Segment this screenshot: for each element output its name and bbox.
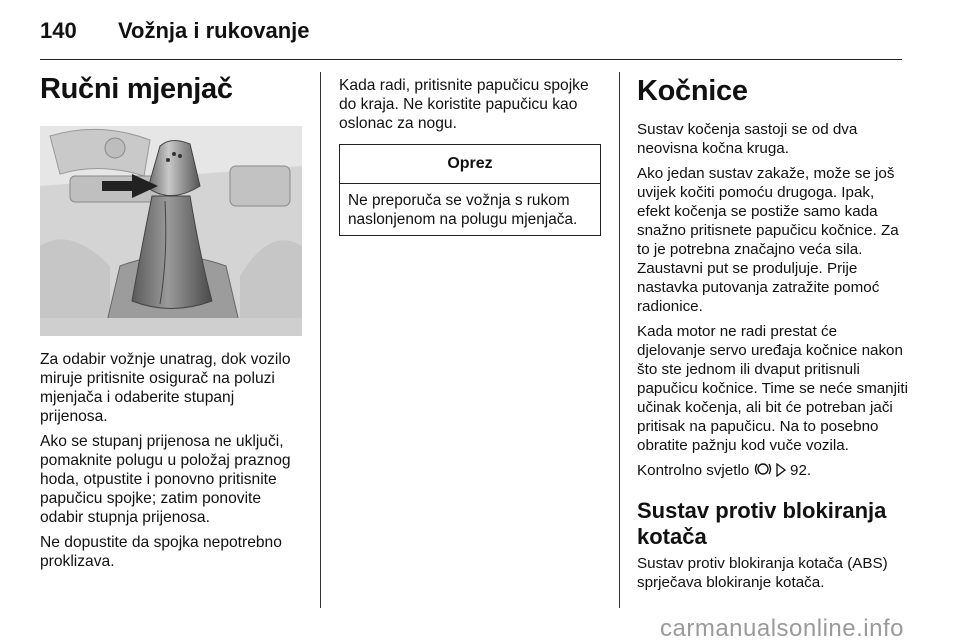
paragraph: Kada radi, pritisnite papučicu spojke do kraja. Ne koristite papučicu kao oslonac za nogu. <box>339 77 589 132</box>
caution-heading: Oprez <box>340 145 600 184</box>
caution-text: Ne preporuča se vožnja s rukom naslonjenom na polugu mjenjača. <box>348 192 578 228</box>
page-reference[interactable]: 92. <box>790 462 812 479</box>
manual-transmission-section <box>40 72 302 577</box>
paragraph: Za odabir vožnje unatrag, dok vozilo miruje pritisnite osigurač na poluzi mjenjača i odaberite stupanj prijenosa. <box>40 351 291 425</box>
paragraph: Kada motor ne radi prestat će djelovanje servo uređaja kočnice nakon što ste jednom ili dvaput pritisnuli papučicu kočnice. Time se neće smanjiti učinak kočenja, ali bit će potreban jači pritisak na papučicu. Na to posebno obratite pažnju kod vuče vozila. <box>637 323 908 454</box>
section-title: Ručni mjenjač <box>40 73 233 105</box>
paragraph: Sustav kočenja sastoji se od dva neovisna kočna kruga. <box>637 121 858 157</box>
paragraph: Ako jedan sustav zakaže, može se još uvijek kočiti pomoću drugoga. Ipak, efekt kočenja se postiže samo kada snažno pritisnete papučicu kočnice. Za to je potrebna značajno veća sila. Zaustavni put se produljuje. Prije nastavka putovanja zatražite pomoć radionice. <box>637 165 899 315</box>
paragraph: Ne dopustite da spojka nepotrebno proklizava. <box>40 534 282 570</box>
section-title: Kočnice <box>637 75 748 107</box>
subsection-title: Sustav protiv blokiranja kotača <box>637 498 887 549</box>
watermark: carmanualsonline.info <box>660 615 904 642</box>
header-divider <box>40 59 902 60</box>
paragraph: Sustav protiv blokiranja kotača (ABS) sprječava blokiranje kotača. <box>637 555 888 591</box>
warning-light-text: Kontrolno svjetlo <box>637 462 750 479</box>
page-number: 140 <box>40 18 77 43</box>
brake-warning-icon <box>754 461 772 482</box>
column-divider <box>619 72 620 608</box>
gear-lever-illustration <box>40 126 302 336</box>
caution-box <box>339 144 601 236</box>
column-divider <box>320 72 321 608</box>
brakes-section <box>637 72 909 598</box>
chapter-title: Vožnja i rukovanje <box>118 18 310 43</box>
paragraph: Ako se stupanj prijenosa ne uključi, pomaknite polugu u položaj praznog hoda, otpustite i ponovno pritisnite papučicu spojke; zatim ponovite odabir stupnja prijenosa. <box>40 433 291 526</box>
clutch-section <box>339 76 601 236</box>
warning-light-line <box>637 461 909 482</box>
page-header <box>40 14 902 54</box>
triangle-arrow-icon <box>776 463 786 482</box>
